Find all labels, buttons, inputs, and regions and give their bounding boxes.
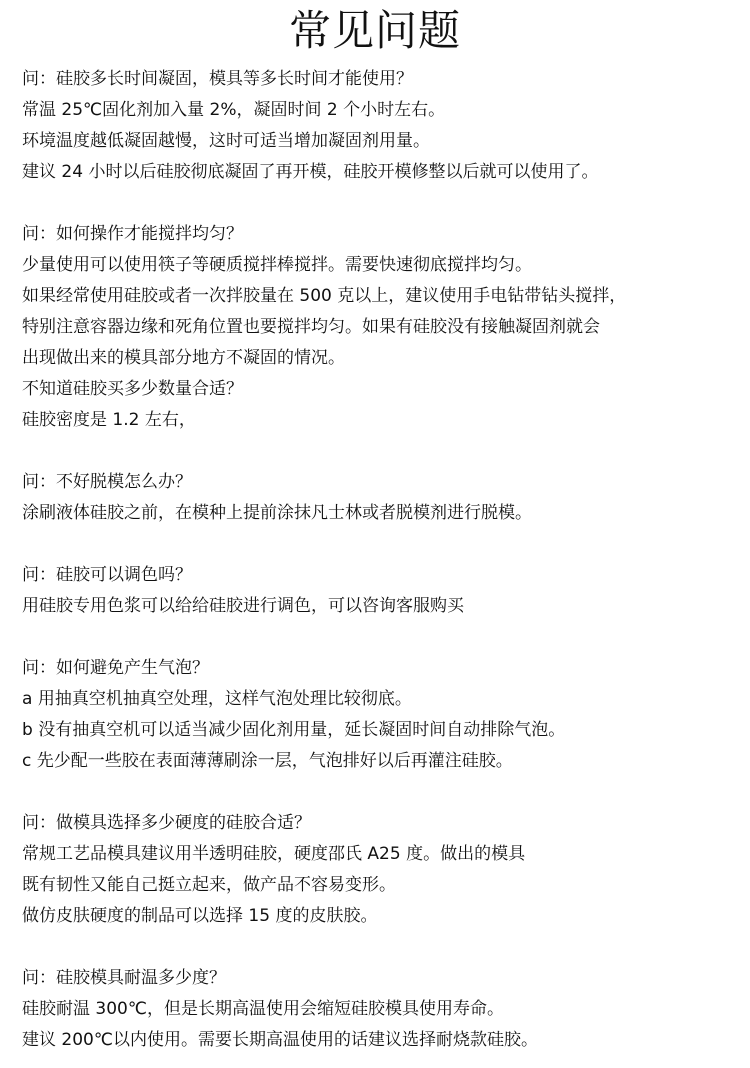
spacer bbox=[22, 188, 746, 219]
faq-question: 问：硅胶多长时间凝固，模具等多长时间才能使用？ bbox=[22, 69, 413, 89]
faq-answer-line: 涂刷液体硅胶之前，在模种上提前涂抹凡士林或者脱模剂进行脱模。 bbox=[22, 503, 532, 523]
faq-answer-line: 建议 200℃以内使用。需要长期高温使用的话建议选择耐烧款硅胶。 bbox=[22, 1030, 538, 1050]
faq-item-hardness bbox=[22, 808, 746, 932]
faq-answer-line: 硅胶密度是 1.2 左右， bbox=[22, 410, 196, 430]
faq-answer-line: 不知道硅胶买多少数量合适？ bbox=[22, 379, 243, 399]
faq-answer-line: 既有韧性又能自己挺立起来，做产品不容易变形。 bbox=[22, 875, 396, 895]
faq-answer-line: 少量使用可以使用筷子等硬质搅拌棒搅拌。需要快速彻底搅拌均匀。 bbox=[22, 255, 532, 275]
spacer bbox=[22, 622, 746, 653]
faq-question: 问：硅胶可以调色吗？ bbox=[22, 565, 192, 585]
faq-question: 问：不好脱模怎么办？ bbox=[22, 472, 192, 492]
faq-answer-line: 硅胶耐温 300℃，但是长期高温使用会缩短硅胶模具使用寿命。 bbox=[22, 999, 504, 1019]
faq-question: 问：做模具选择多少硬度的硅胶合适？ bbox=[22, 813, 311, 833]
faq-answer-line: 特别注意容器边缘和死角位置也要搅拌均匀。如果有硅胶没有接触凝固剂就会 bbox=[22, 317, 600, 337]
spacer bbox=[22, 529, 746, 560]
faq-answer-line: 用硅胶专用色浆可以给给硅胶进行调色，可以咨询客服购买 bbox=[22, 596, 464, 616]
spacer bbox=[22, 932, 746, 963]
faq-answer-line: 如果经常使用硅胶或者一次拌胶量在 500 克以上，建议使用手电钻带钻头搅拌， bbox=[22, 286, 627, 306]
faq-answer-line: 建议 24 小时以后硅胶彻底凝固了再开模，硅胶开模修整以后就可以使用了。 bbox=[22, 162, 599, 182]
faq-list bbox=[22, 64, 746, 1056]
faq-answer-line: 常规工艺品模具建议用半透明硅胶，硬度邵氏 A25 度。做出的模具 bbox=[22, 844, 526, 864]
spacer bbox=[22, 436, 746, 467]
faq-item-demolding bbox=[22, 467, 746, 529]
faq-item-mixing bbox=[22, 219, 746, 436]
spacer bbox=[22, 777, 746, 808]
faq-answer-line: 出现做出来的模具部分地方不凝固的情况。 bbox=[22, 348, 345, 368]
page-title: 常见问题 bbox=[288, 6, 461, 55]
faq-answer-line: 常温 25℃固化剂加入量 2%，凝固时间 2 个小时左右。 bbox=[22, 100, 446, 120]
faq-question: 问：如何避免产生气泡？ bbox=[22, 658, 209, 678]
faq-answer-line: a 用抽真空机抽真空处理，这样气泡处理比较彻底。 bbox=[22, 689, 412, 709]
faq-question: 问：如何操作才能搅拌均匀？ bbox=[22, 224, 243, 244]
faq-item-bubbles bbox=[22, 653, 746, 777]
faq-answer-line: 环境温度越低凝固越慢，这时可适当增加凝固剂用量。 bbox=[22, 131, 430, 151]
faq-question: 问：硅胶模具耐温多少度？ bbox=[22, 968, 226, 988]
faq-item-coloring bbox=[22, 560, 746, 622]
faq-item-heat-resistance bbox=[22, 963, 746, 1056]
faq-answer-line: c 先少配一些胶在表面薄薄刷涂一层，气泡排好以后再灌注硅胶。 bbox=[22, 751, 513, 771]
faq-item-curing-time bbox=[22, 64, 746, 188]
faq-answer-line: b 没有抽真空机可以适当减少固化剂用量，延长凝固时间自动排除气泡。 bbox=[22, 720, 566, 740]
faq-answer-line: 做仿皮肤硬度的制品可以选择 15 度的皮肤胶。 bbox=[22, 906, 378, 926]
